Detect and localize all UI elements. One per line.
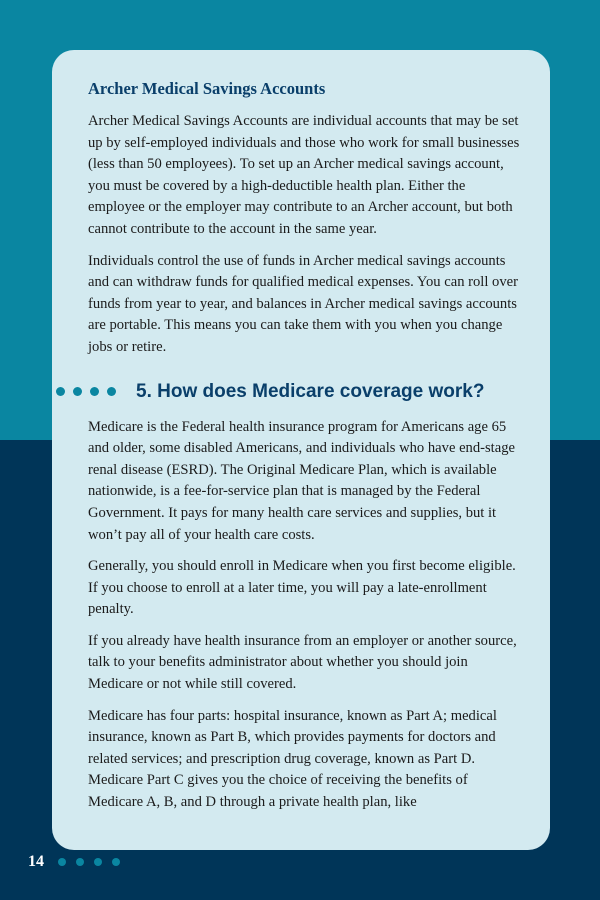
bullet-dot-icon: [56, 387, 65, 396]
section-heading-block: [88, 377, 520, 407]
footer-dot-icon: [94, 858, 102, 866]
archer-msa-heading: Archer Medical Savings Accounts: [88, 79, 326, 98]
archer-msa-paragraph-2: Individuals control the use of funds in Archer medical savings accounts and can withdraw funds for qualified medical expenses. You can roll over funds from year to year, and balances in Archer medical savings accounts are portable. This means you can take them with you when you change jobs or retire.: [88, 252, 518, 355]
page-footer: [28, 850, 120, 874]
heading-bullet-dots: [56, 387, 116, 396]
medicare-paragraph-3: If you already have health insurance from an employer or another source, talk to your benefits administrator about whether you should join Medicare or not while still covered.: [88, 632, 517, 693]
medicare-paragraph-4: Medicare has four parts: hospital insurance, known as Part A; medical insurance, known as Part B, which provides payments for doctors and related services; and prescription drug coverage, known as Part D. Medicare Part C gives you the choice of receiving the benefits of Medicare A, B, and D through a private health plan, like: [88, 707, 497, 811]
bullet-dot-icon: [73, 387, 82, 396]
bullet-dot-icon: [107, 387, 116, 396]
medicare-paragraph-1: Medicare is the Federal health insurance program for Americans age 65 and older, some disabled Americans, and individuals who have end-stage renal disease (ESRD). The Original Medicare Plan, which is available nationwide, is a fee-for-service plan that is managed by the Federal Government. It pays for many health care services and supplies, but it won’t pay all of your health care costs.: [88, 418, 515, 543]
medicare-section-title: 5. How does Medicare coverage work?: [136, 380, 485, 402]
footer-dot-icon: [58, 858, 66, 866]
page-number: 14: [28, 853, 44, 870]
medicare-paragraph-2: Generally, you should enroll in Medicare when you first become eligible. If you choose to enroll at a later time, you will pay a late-enrollment penalty.: [88, 558, 516, 618]
bullet-dot-icon: [90, 387, 99, 396]
page-content: [88, 78, 520, 824]
footer-dot-icon: [76, 858, 84, 866]
footer-dot-icon: [112, 858, 120, 866]
archer-msa-paragraph-1: Archer Medical Savings Accounts are individual accounts that may be set up by self-employed individuals and those who work for small businesses (less than 50 employees). To set up an Archer medical savings account, you must be covered by a high-deductible health plan. Either the employee or the employer may contribute to an Archer account, but both cannot contribute to the account in the same year.: [88, 113, 520, 237]
footer-dots: [58, 858, 120, 866]
